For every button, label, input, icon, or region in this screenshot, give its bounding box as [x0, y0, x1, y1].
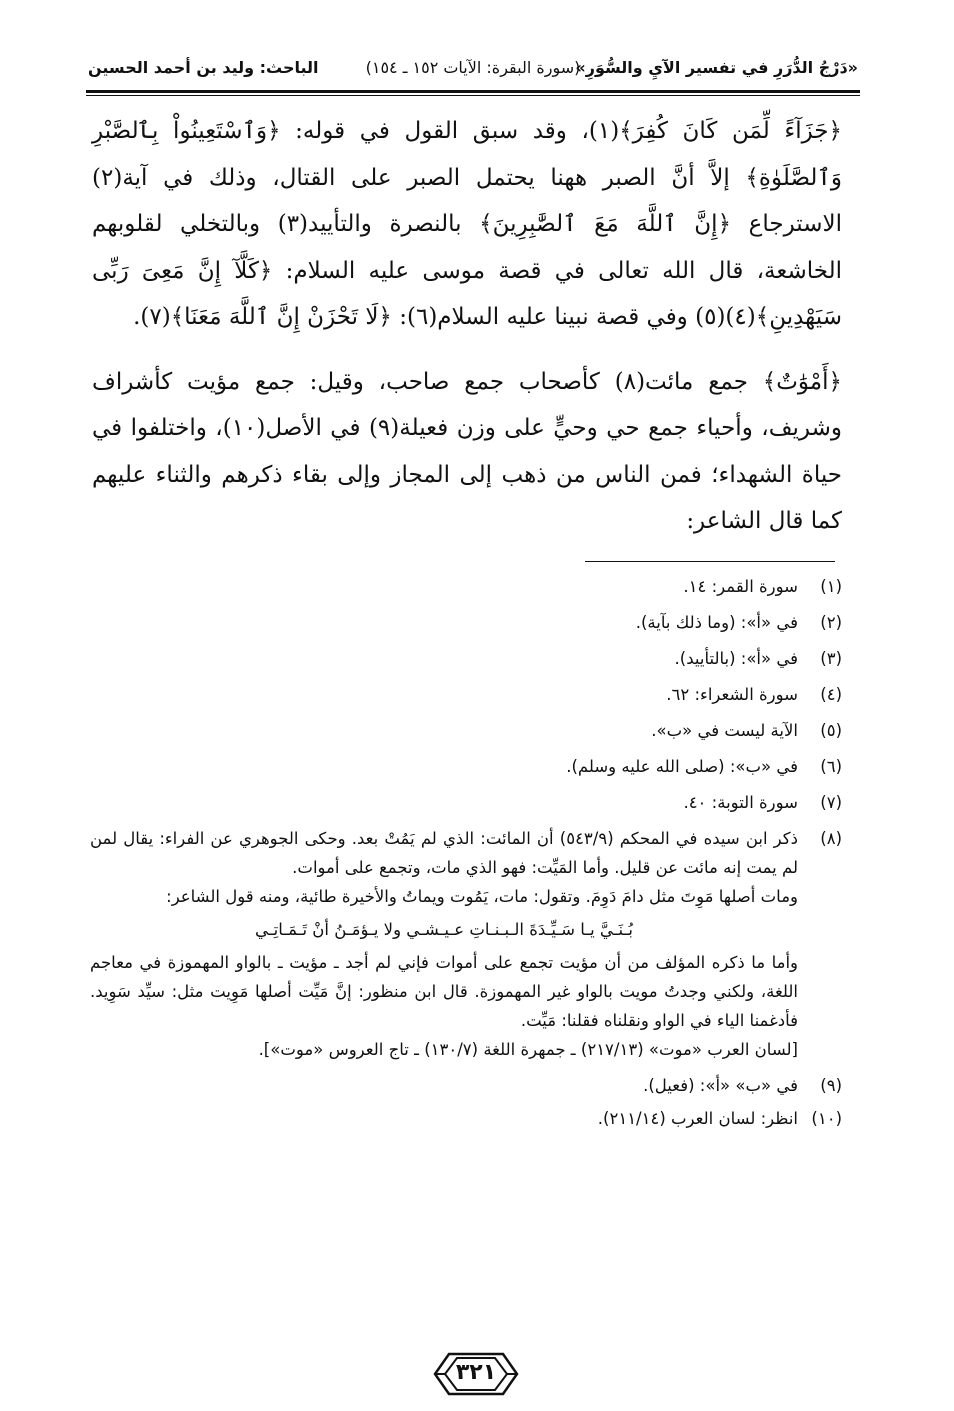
footnote-8-part3: وأما ما ذكره المؤلف من أن مؤيت تجمع على أموات فإني لم أجد ـ مؤيت ـ بالواو المهموزة في معاجم اللغة، ولكني وجدتُ مويت بالواو غير المهموزة. قال ابن منظور: إنَّ مَيِّت أصلها مَوِيت مثل: سيِّد سَوِيد. فأدغمنا الياء في الواو ونقلناه فقلنا: مَيِّت.	[90, 953, 798, 1030]
footnote-number: (٩)	[820, 1076, 842, 1095]
footnote-8-part2: ومات أصلها مَوِتَ مثل دامَ دَوِمَ. وتقول: مات، يَمُوت ويماتُ والأخيرة طائية، ومنه قول الشاعر:	[166, 887, 798, 906]
footnote	[90, 716, 842, 745]
footnote-text: انظر: لسان العرب (٢١١/١٤).	[597, 1109, 798, 1128]
header-surah-range: (سورة البقرة: الآيات ١٥٢ ـ ١٥٤)	[365, 58, 581, 77]
footnote	[90, 788, 842, 817]
footnote-number: (٤)	[820, 685, 842, 704]
running-header	[88, 58, 858, 88]
page-number: ٣٢١	[455, 1360, 497, 1385]
footnote-text: سورة التوبة: ٤٠.	[683, 793, 798, 812]
header-rule-thin	[86, 95, 860, 96]
header-book-title: «دَرْجُ الدُّرَرِ في تفسير الآيِ والسُّوَرِ»	[575, 58, 858, 77]
footnote-number: (٦)	[820, 757, 842, 776]
footnote-number: (١)	[820, 577, 842, 596]
footnote-9	[90, 1071, 842, 1100]
footnote-text: سورة الشعراء: ٦٢.	[666, 685, 798, 704]
footnote	[90, 608, 842, 637]
footnote	[90, 572, 842, 601]
main-text	[92, 108, 842, 545]
footnote-number: (٣)	[820, 649, 842, 668]
footnote-separator	[585, 561, 835, 562]
page-number-ornament	[431, 1352, 521, 1396]
footnote-10	[90, 1104, 842, 1133]
header-rule-thick	[86, 90, 860, 93]
footnote-text: في «ب» «أ»: (فعيل).	[643, 1076, 798, 1095]
footnote-number: (٢)	[820, 613, 842, 632]
footnote-8-verse: بُـنَـيَّ يـا سَـيِّـدَةَ الـبـنـاتِ عـيـشـي ولا يـؤمَـنُ أنْ تَـمَـاتِـي	[255, 920, 633, 939]
footnote-number: (٧)	[820, 793, 842, 812]
footnote-number: (٥)	[820, 721, 842, 740]
footnote	[90, 680, 842, 709]
footnote-number: (١٠)	[811, 1109, 842, 1128]
footnote-8	[90, 824, 842, 1064]
footnote-text: الآية ليست في «ب».	[651, 721, 798, 740]
footnote	[90, 644, 842, 673]
paragraph-amwat: ﴿أَمْوَٰتٌ﴾ جمع مائت(٨) كأصحاب جمع صاحب، وقيل: جمع مؤيت كأشراف وشريف، وأحياء جمع حي وحيٍّ على وزن فعيلة(٩) في الأصل(١٠)، واختلفوا في حياة الشهداء؛ فمن الناس من ذهب إلى المجاز وإلى بقاء ذكرهم والثناء عليهم كما قال الشاعر:	[92, 368, 842, 534]
footnote-text: في «أ»: (وما ذلك بآية).	[635, 613, 798, 632]
footnote-text: في «أ»: (بالتأييد).	[674, 649, 798, 668]
header-researcher: الباحث: وليد بن أحمد الحسين	[88, 58, 319, 77]
footnote-8-part1: ذكر ابن سيده في المحكم (٥٤٣/٩) أن المائت: الذي لم يَمُتْ بعد. وحكى الجوهري عن الفراء: يقال لمن لم يمت إنه مائت عن قليل. وأما المَيِّت: فهو الذي مات، وتجمع على أموات.	[90, 829, 798, 877]
footnotes	[90, 572, 842, 1137]
footnote-8-reference: [لسان العرب «موت» (٢١٧/١٣) ـ جمهرة اللغة (١٣٠/٧) ـ تاج العروس «موت»].	[258, 1040, 798, 1059]
paragraph-patience: ﴿جَزَآءً لِّمَن كَانَ كُفِرَ﴾(١)، وقد سبق القول في قوله: ﴿وَٱسْتَعِينُواْ بِٱلصَّبْرِ وَٱلصَّلَوٰةِ﴾ إلاَّ أنَّ الصبر ههنا يحتمل الصبر على القتال، وذلك في آية(٢) الاسترجاع ﴿إِنَّ ٱللَّهَ مَعَ ٱلصَّٰبِرِينَ﴾ بالنصرة والتأييد(٣) وبالتخلي لقلوبهم الخاشعة، قال الله تعالى في قصة موسى عليه السلام: ﴿كَلَّآ إِنَّ مَعِىَ رَبِّى سَيَهْدِينِ﴾(٤)(٥) وفي قصة نبينا عليه السلام(٦): ﴿لَا تَحْزَنْ إِنَّ ٱللَّهَ مَعَنَا﴾(٧).	[92, 118, 842, 330]
footnote-text: في «ب»: (صلى الله عليه وسلم).	[566, 757, 798, 776]
footnote	[90, 752, 842, 781]
footnote-text: سورة القمر: ١٤.	[683, 577, 798, 596]
footnote-number: (٨)	[820, 829, 842, 848]
